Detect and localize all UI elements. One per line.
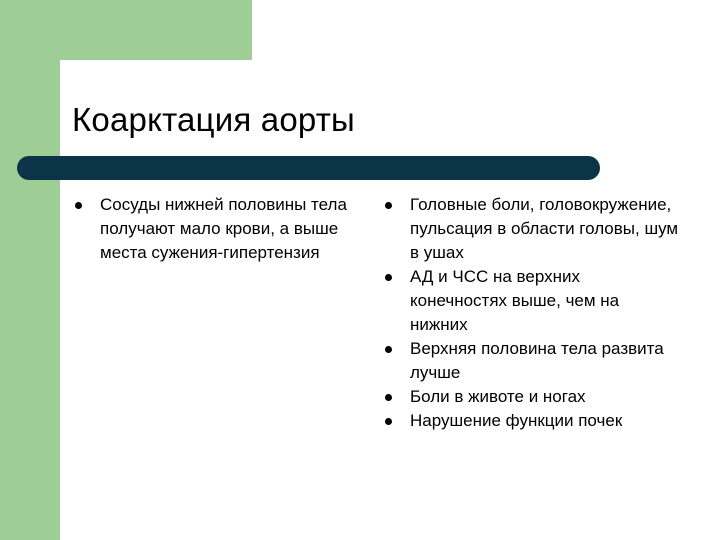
list-item-text: Верхняя половина тела развита лучше	[410, 339, 664, 382]
bullet-dot-icon	[385, 418, 392, 425]
bullet-dot-icon	[385, 202, 392, 209]
decor-green-top-block	[0, 0, 252, 60]
bullet-dot-icon	[385, 346, 392, 353]
list-item	[380, 409, 680, 433]
list-item-text: Нарушение функции почек	[410, 411, 623, 430]
left-bullet-list	[72, 193, 372, 265]
slide-title: Коарктация аорты	[72, 101, 355, 138]
list-item	[72, 193, 372, 265]
list-item-text: АД и ЧСС на верхних конечностях выше, чем на нижних	[410, 267, 620, 334]
list-item-text: Боли в животе и ногах	[410, 387, 586, 406]
right-bullet-list	[380, 193, 680, 433]
list-item	[380, 337, 680, 385]
list-item	[380, 265, 680, 337]
list-item-text: Сосуды нижней половины тела получают мало крови, а выше места сужения-гипертензия	[100, 195, 347, 262]
list-item-text: Головные боли, головокружение, пульсация в области головы, шум в ушах	[410, 195, 679, 262]
list-item	[380, 385, 680, 409]
decor-green-left-bar	[0, 0, 60, 540]
list-item	[380, 193, 680, 265]
title-underline-bar	[17, 156, 600, 180]
bullet-dot-icon	[385, 274, 392, 281]
bullet-dot-icon	[385, 394, 392, 401]
bullet-dot-icon	[75, 202, 82, 209]
